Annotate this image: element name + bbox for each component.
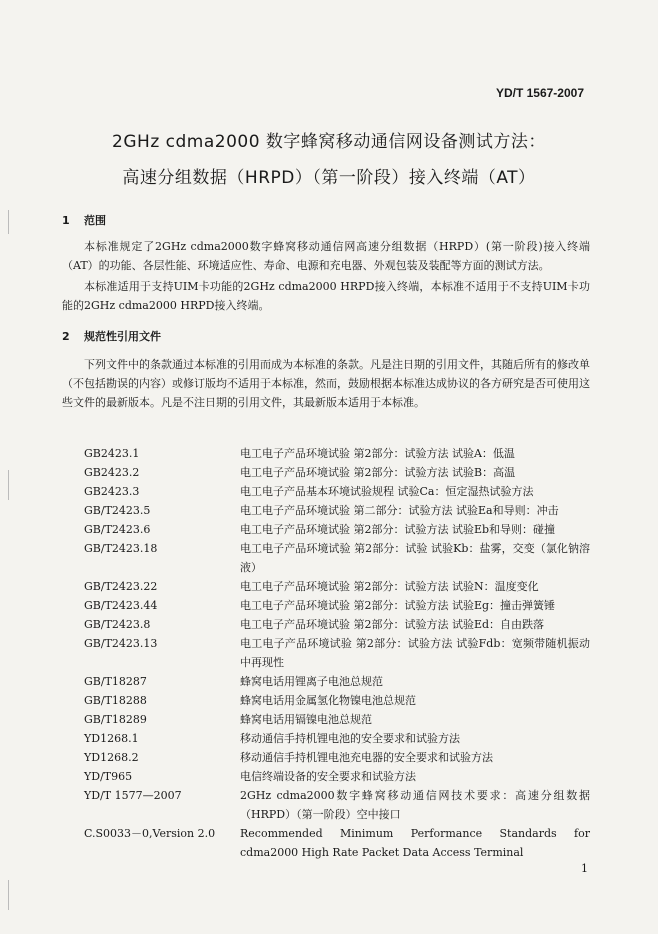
reference-row: [84, 691, 590, 710]
reference-title: 移动通信手持机锂电池的安全要求和试验方法: [240, 732, 460, 745]
reference-row: [84, 577, 590, 596]
standard-code: YD/T 1567-2007: [495, 86, 584, 100]
reference-row: [84, 748, 590, 767]
reference-title: 电工电子产品环境试验 第2部分：试验方法 试验Fdb：宽频带随机振动中再现性: [240, 637, 590, 669]
reference-title: Recommended Minimum Performance Standards for cdma2000 High Rate Packet Data Access Terminal: [240, 827, 590, 859]
reference-row: [84, 824, 590, 862]
reference-code: GB/T18287: [84, 675, 147, 688]
reference-title: 电工电子产品基本环境试验规程 试验Ca：恒定湿热试验方法: [240, 485, 534, 498]
reference-code: GB2423.3: [84, 485, 140, 498]
reference-code: GB/T2423.18: [84, 542, 158, 555]
reference-code: YD/T965: [84, 770, 133, 783]
scope-paragraph-1: 本标准规定了2GHz cdma2000数字蜂窝移动通信网高速分组数据（HRPD）(第一阶段)接入终端（AT）的功能、各层性能、环境适应性、寿命、电源和充电器、外观包装及装配等方面的测试方法。: [62, 240, 590, 272]
section-number: 2: [62, 330, 70, 343]
reference-code: GB/T2423.22: [84, 580, 158, 593]
reference-code: YD1268.1: [84, 732, 139, 745]
reference-row: [84, 672, 590, 691]
reference-code: GB/T18289: [84, 713, 147, 726]
reference-row: [84, 463, 590, 482]
reference-list: [84, 444, 590, 862]
reference-code: C.S0033－0,Version 2.0: [84, 827, 216, 840]
reference-code: GB/T2423.13: [84, 637, 158, 650]
reference-row: [84, 710, 590, 729]
reference-title: 电工电子产品环境试验 第2部分：试验方法 试验N：温度变化: [240, 580, 539, 593]
reference-code: YD1268.2: [84, 751, 139, 764]
section-number: 1: [62, 214, 70, 227]
section-heading-normative-references: [62, 328, 161, 344]
section-title: 规范性引用文件: [84, 330, 161, 343]
reference-code: GB/T2423.8: [84, 618, 151, 631]
reference-row: [84, 729, 590, 748]
reference-row: [84, 520, 590, 539]
references-intro-paragraph: 下列文件中的条款通过本标准的引用而成为本标准的条款。凡是注日期的引用文件，其随后所有的修改单（不包括勘误的内容）或修订版均不适用于本标准，然而，鼓励根据本标准达成协议的各方研究是否可使用这些文件的最新版本。凡是不注日期的引用文件，其最新版本适用于本标准。: [62, 358, 590, 409]
reference-title: 蜂窝电话用金属氢化物镍电池总规范: [240, 694, 416, 707]
reference-code: GB/T18288: [84, 694, 147, 707]
document-title-line1: 2GHz cdma2000 数字蜂窝移动通信网设备测试方法：: [112, 132, 546, 152]
reference-row: [84, 444, 590, 463]
reference-title: 电工电子产品环境试验 第2部分：试验 试验Kb：盐雾，交变（氯化钠溶液）: [240, 542, 590, 574]
reference-title: 电工电子产品环境试验 第2部分：试验方法 试验Eg：撞击弹簧锤: [240, 599, 556, 612]
reference-row: [84, 482, 590, 501]
reference-row: [84, 501, 590, 520]
reference-row: [84, 539, 590, 577]
page-number: 1: [581, 862, 588, 875]
reference-row: [84, 786, 590, 824]
reference-code: GB2423.2: [84, 466, 140, 479]
reference-row: [84, 596, 590, 615]
reference-row: [84, 634, 590, 672]
reference-title: 2GHz cdma2000数字蜂窝移动通信网技术要求：高速分组数据（HRPD）（第一阶段）空中接口: [240, 789, 590, 821]
section-heading-scope: [62, 212, 106, 228]
reference-title: 电工电子产品环境试验 第2部分：试验方法 试验Eb和导则：碰撞: [240, 523, 556, 536]
reference-code: GB2423.1: [84, 447, 140, 460]
scan-edge-mark: [8, 470, 9, 500]
reference-title: 蜂窝电话用镉镍电池总规范: [240, 713, 372, 726]
reference-code: GB/T2423.5: [84, 504, 151, 517]
reference-row: [84, 767, 590, 786]
reference-code: GB/T2423.44: [84, 599, 158, 612]
document-title-line2: 高速分组数据（HRPD）（第一阶段）接入终端（AT）: [122, 168, 536, 188]
reference-title: 电信终端设备的安全要求和试验方法: [240, 770, 416, 783]
scope-paragraph-2: 本标准适用于支持UIM卡功能的2GHz cdma2000 HRPD接入终端，本标准不适用于不支持UIM卡功能的2GHz cdma2000 HRPD接入终端。: [62, 280, 590, 312]
reference-code: GB/T2423.6: [84, 523, 151, 536]
reference-title: 移动通信手持机锂电池充电器的安全要求和试验方法: [240, 751, 493, 764]
scan-edge-mark: [8, 880, 9, 910]
reference-row: [84, 615, 590, 634]
reference-title: 电工电子产品环境试验 第2部分：试验方法 试验A：低温: [240, 447, 515, 460]
reference-title: 电工电子产品环境试验 第2部分：试验方法 试验B：高温: [240, 466, 516, 479]
scan-edge-mark: [8, 210, 9, 234]
reference-code: YD/T 1577—2007: [84, 789, 182, 802]
reference-title: 蜂窝电话用锂离子电池总规范: [240, 675, 383, 688]
section-title: 范围: [84, 214, 106, 227]
reference-title: 电工电子产品环境试验 第2部分：试验方法 试验Ed：自由跌落: [240, 618, 545, 631]
reference-title: 电工电子产品环境试验 第二部分：试验方法 试验Ea和导则：冲击: [240, 504, 559, 517]
